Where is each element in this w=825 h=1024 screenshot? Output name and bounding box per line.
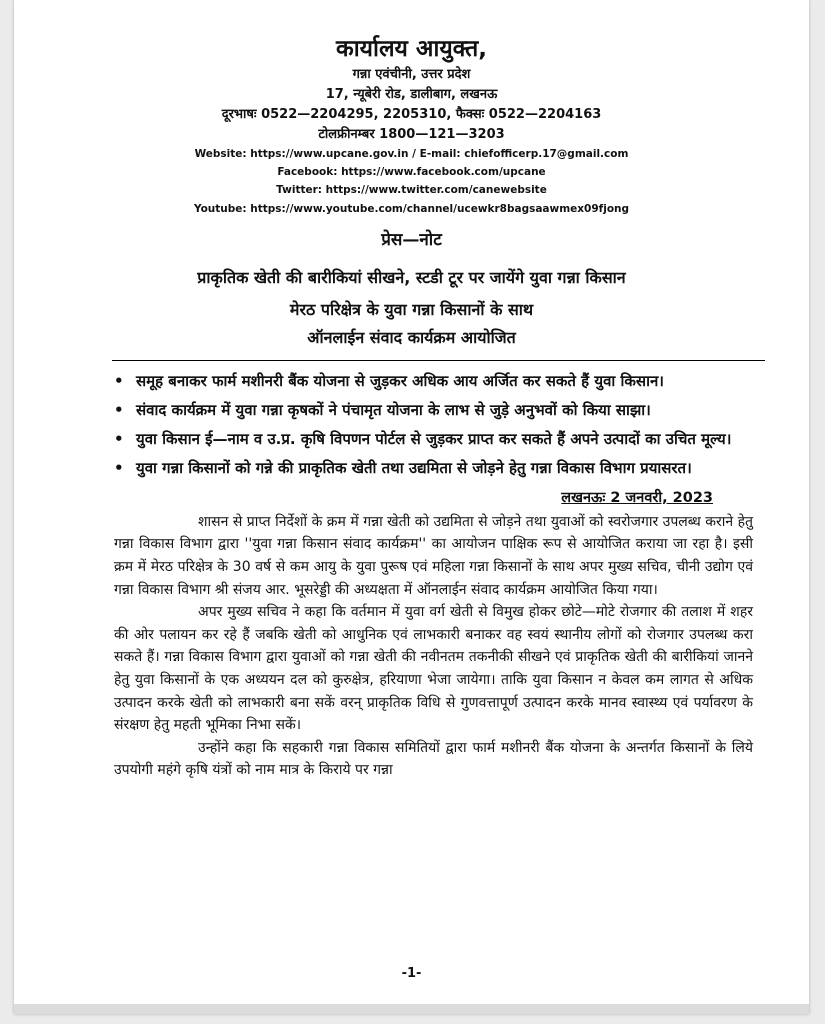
- bullet-icon: •: [114, 371, 124, 390]
- bullet-icon: •: [114, 429, 124, 448]
- document-page: [14, 0, 809, 1014]
- twitter-link: Twitter: https://www.twitter.com/canewebsite: [276, 184, 547, 197]
- phone-fax: दूरभाषः 0522—2204295, 2205310, फैक्सः 0522—2204163: [221, 107, 602, 122]
- bullet-text: युवा गन्ना किसानों को गन्ने की प्राकृतिक खेती तथा उद्यमिता से जोड़ने हेतु गन्ना विकास विभाग प्रयासरत।: [136, 458, 692, 477]
- bullet-icon: •: [114, 458, 124, 477]
- office-title: कार्यालय आयुक्त,: [336, 36, 487, 62]
- toll-free-number: टोलफ्रीनम्बर 1800—121—3203: [318, 127, 505, 142]
- bullet-text: समूह बनाकर फार्म मशीनरी बैंक योजना से जुड़कर अधिक आय अर्जित कर सकते हैं युवा किसान।: [136, 371, 664, 390]
- paragraph: अपर मुख्य सचिव ने कहा कि वर्तमान में युवा वर्ग खेती से विमुख होकर छोटे—मोटे रोजगार की तलाश में शहर की ओर पलायन कर रहे हैं जबकि खेती को आधुनिक एवं लाभकारी बनाकर वह स्वयं स्थानीय लोगों को रोजगार उपलब्ध करा सकते हैं। गन्ना विकास विभाग द्वारा युवाओं को गन्ना खेती की नवीनतम तकनीकी सीखने एवं प्राकृतिक खेती की बारीकियां जानने हेतु युवा किसानों के एक अध्ययन दल को कुरुक्षेत्र, हरियाणा भेजा जायेगा। ताकि युवा किसान न केवल कम लागत से अधिक उत्पादन करके खेती को लाभकारी बना सकें वरन् प्राकृतिक विधि से गुणवत्तापूर्ण उत्पादन करके मानव स्वास्थ्य एवं पर्यावरण के संरक्षण हेतु महती भूमिका निभा सकें।: [114, 604, 753, 734]
- press-note-title: प्रेस—नोट: [381, 229, 442, 250]
- bullet-text: संवाद कार्यक्रम में युवा गन्ना कृषकों ने पंचामृत योजना के लाभ से जुड़े अनुभवों को किया साझा।: [136, 400, 651, 419]
- department-name: गन्ना एवंचीनी, उत्तर प्रदेश: [352, 67, 471, 82]
- headline-sub-1: मेरठ परिक्षेत्र के युवा गन्ना किसानों के साथ: [289, 299, 534, 319]
- dateline: लखनऊः 2 जनवरी, 2023: [561, 489, 713, 506]
- list-item: [114, 369, 753, 394]
- paragraph: उन्होंने कहा कि सहकारी गन्ना विकास समितियों द्वारा फार्म मशीनरी बैंक योजना के अन्तर्गत किसानों के लिये उपयोगी महंगे कृषि यंत्रों को नाम मात्र के किराये पर गन्ना: [114, 739, 753, 779]
- page-bottom-edge: [14, 1004, 809, 1014]
- paragraph: शासन से प्राप्त निर्देशों के क्रम में गन्ना खेती को उद्यमिता से जोड़ने तथा युवाओं को स्वरोजगार उपलब्ध कराने हेतु गन्ना विकास विभाग द्वारा ''युवा गन्ना किसान संवाद कार्यक्रम'' का आयोजन पाक्षिक रूप से आयोजित कराया जा रहा है। इसी क्रम में मेरठ परिक्षेत्र के 30 वर्ष से कम आयु के युवा पुरूष एवं महिला गन्ना किसानों के साथ अपर मुख्य सचिव, चीनी उद्योग एवं गन्ना विकास विभाग श्री संजय आर. भूसरेड्डी की अध्यक्षता में ऑनलाईन संवाद कार्यक्रम आयोजित किया गया।: [114, 513, 753, 598]
- youtube-link: Youtube: https://www.youtube.com/channel/ucewkr8bagsaawmex09fjong: [193, 202, 630, 215]
- letterhead: [14, 34, 809, 218]
- list-item: [114, 456, 753, 481]
- office-address: 17, न्यूबेरी रोड, डालीबाग, लखनऊ: [325, 87, 498, 102]
- website-email: Website: https://www.upcane.gov.in / E-mail: chiefofficerp.17@gmail.com: [194, 148, 629, 160]
- highlights-list: [14, 369, 809, 481]
- facebook-link: Facebook: https://www.facebook.com/upcane: [277, 166, 546, 179]
- headline-sub-2: ऑनलाईन संवाद कार्यक्रम आयोजित: [307, 327, 516, 347]
- divider-line: [112, 360, 765, 361]
- bullet-text: युवा किसान ई—नाम व उ.प्र. कृषि विपणन पोर्टल से जुड़कर प्राप्त कर सकते हैं अपने उत्पादों का उचित मूल्य।: [136, 429, 732, 448]
- list-item: [114, 398, 753, 423]
- bullet-icon: •: [114, 400, 124, 419]
- article-body: [114, 511, 753, 782]
- headline-main: प्राकृतिक खेती की बारीकियां सीखने, स्टडी टूर पर जायेंगे युवा गन्ना किसान: [197, 267, 626, 287]
- page-number: -1-: [401, 966, 422, 981]
- list-item: [114, 427, 753, 452]
